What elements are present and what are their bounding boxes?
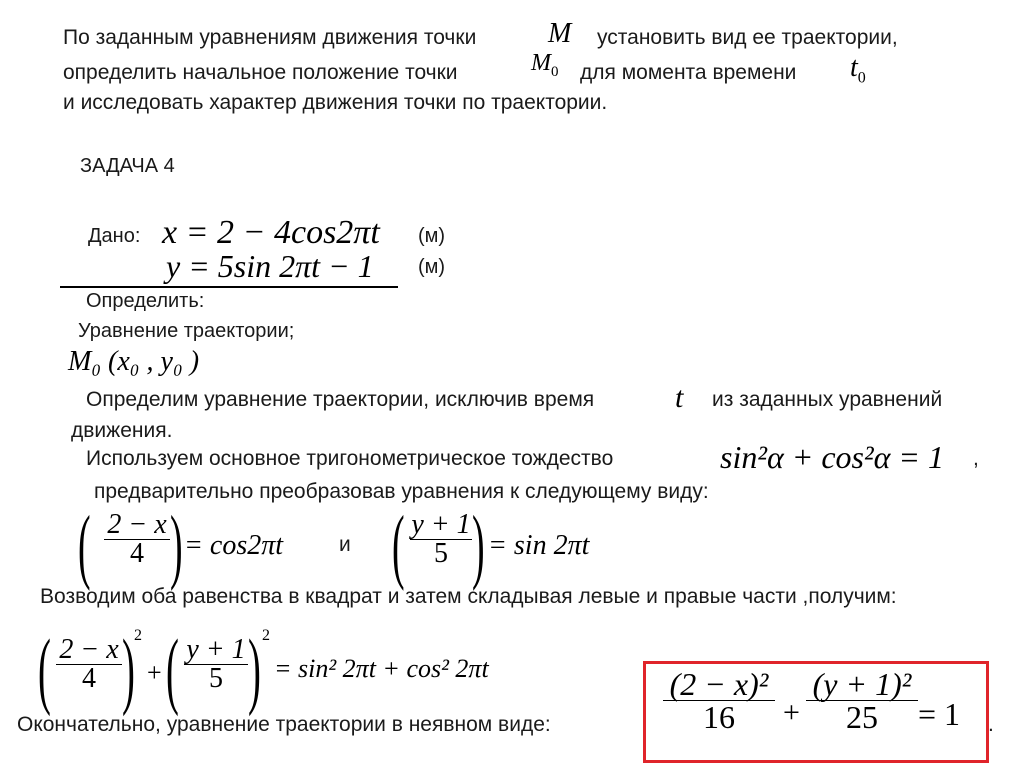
time-t-symbol: t bbox=[675, 381, 684, 414]
unit-y: (м) bbox=[418, 256, 446, 278]
determine-label: Определить: bbox=[86, 290, 205, 312]
paren-left-1: ( bbox=[78, 499, 91, 592]
solution-p3: предварительно преобразовав уравнения к следующему виду: bbox=[94, 480, 709, 503]
identity-comma: , bbox=[973, 447, 979, 470]
equation-x: x = 2 − 4cos2πt bbox=[162, 214, 380, 251]
solution-p1-b: из заданных уравнений bbox=[712, 388, 943, 411]
paren-left-3: ( bbox=[38, 621, 51, 717]
given-label: Дано: bbox=[88, 225, 141, 247]
paren-right-2: ) bbox=[472, 499, 485, 592]
paren-right-4: ) bbox=[248, 621, 261, 717]
trig-identity: sin²α + cos²α = 1 bbox=[720, 439, 944, 475]
fraction-squared-y: y + 1 5 bbox=[184, 636, 248, 693]
intro-line3: и исследовать характер движения точки по траектории. bbox=[63, 91, 608, 114]
point-m-symbol: M bbox=[548, 18, 572, 49]
intro-line1-a: По заданным уравнениям движения точки bbox=[63, 26, 477, 49]
final-fraction-y: (y + 1)² 25 bbox=[806, 668, 918, 733]
final-fraction-x: (2 − x)² 16 bbox=[663, 668, 775, 733]
paren-left-4: ( bbox=[166, 621, 179, 717]
fraction-squared-x: 2 − x 4 bbox=[56, 636, 122, 693]
exponent-2-b: 2 bbox=[262, 627, 270, 644]
final-plus-sign: + bbox=[783, 696, 800, 729]
determine-item-m0: M₀ (x₀ , y₀ ) bbox=[68, 346, 200, 377]
solution-p4: Возводим оба равенства в квадрат и затем складывая левые и правые части ,получим: bbox=[40, 585, 897, 608]
solution-p2-a: Используем основное тригонометрическое тождество bbox=[86, 447, 614, 470]
equation-sin: = sin 2πt bbox=[488, 530, 590, 561]
point-m0-symbol: $M_0$ bbox=[531, 50, 559, 80]
equation-y: y = 5sin 2πt − 1 bbox=[166, 248, 374, 284]
given-divider bbox=[60, 286, 398, 288]
solution-p5: Окончательно, уравнение траектории в неявном виде: bbox=[17, 713, 551, 736]
conjunction-and: и bbox=[339, 533, 351, 556]
paren-right-3: ) bbox=[122, 621, 135, 717]
paren-right-1: ) bbox=[170, 499, 183, 592]
fraction-2-minus-x-over-4: 2 − x 4 bbox=[104, 511, 170, 568]
final-period: . bbox=[988, 713, 994, 736]
intro-line2-b: для момента времени bbox=[580, 61, 797, 84]
equation-sum-rhs: = sin² 2πt + cos² 2πt bbox=[274, 654, 489, 683]
time-t0-symbol: $t_0$ bbox=[850, 52, 866, 87]
intro-line1-b: установить вид ее траектории, bbox=[597, 26, 898, 49]
task-title: ЗАДАЧА 4 bbox=[80, 155, 175, 177]
determine-item-trajectory: Уравнение траектории; bbox=[78, 320, 295, 342]
plus-sign-a: + bbox=[147, 658, 162, 687]
unit-x: (м) bbox=[418, 225, 446, 247]
solution-p1-a: Определим уравнение траектории, исключив время bbox=[86, 388, 595, 411]
intro-line2-a: определить начальное положение точки bbox=[63, 61, 458, 84]
equation-cos: = cos2πt bbox=[184, 530, 284, 561]
exponent-2-a: 2 bbox=[134, 627, 142, 644]
paren-left-2: ( bbox=[392, 499, 405, 592]
fraction-y-plus-1-over-5: y + 1 5 bbox=[411, 509, 471, 569]
solution-p1-c: движения. bbox=[71, 419, 173, 442]
final-equals-one: = 1 bbox=[918, 696, 961, 732]
